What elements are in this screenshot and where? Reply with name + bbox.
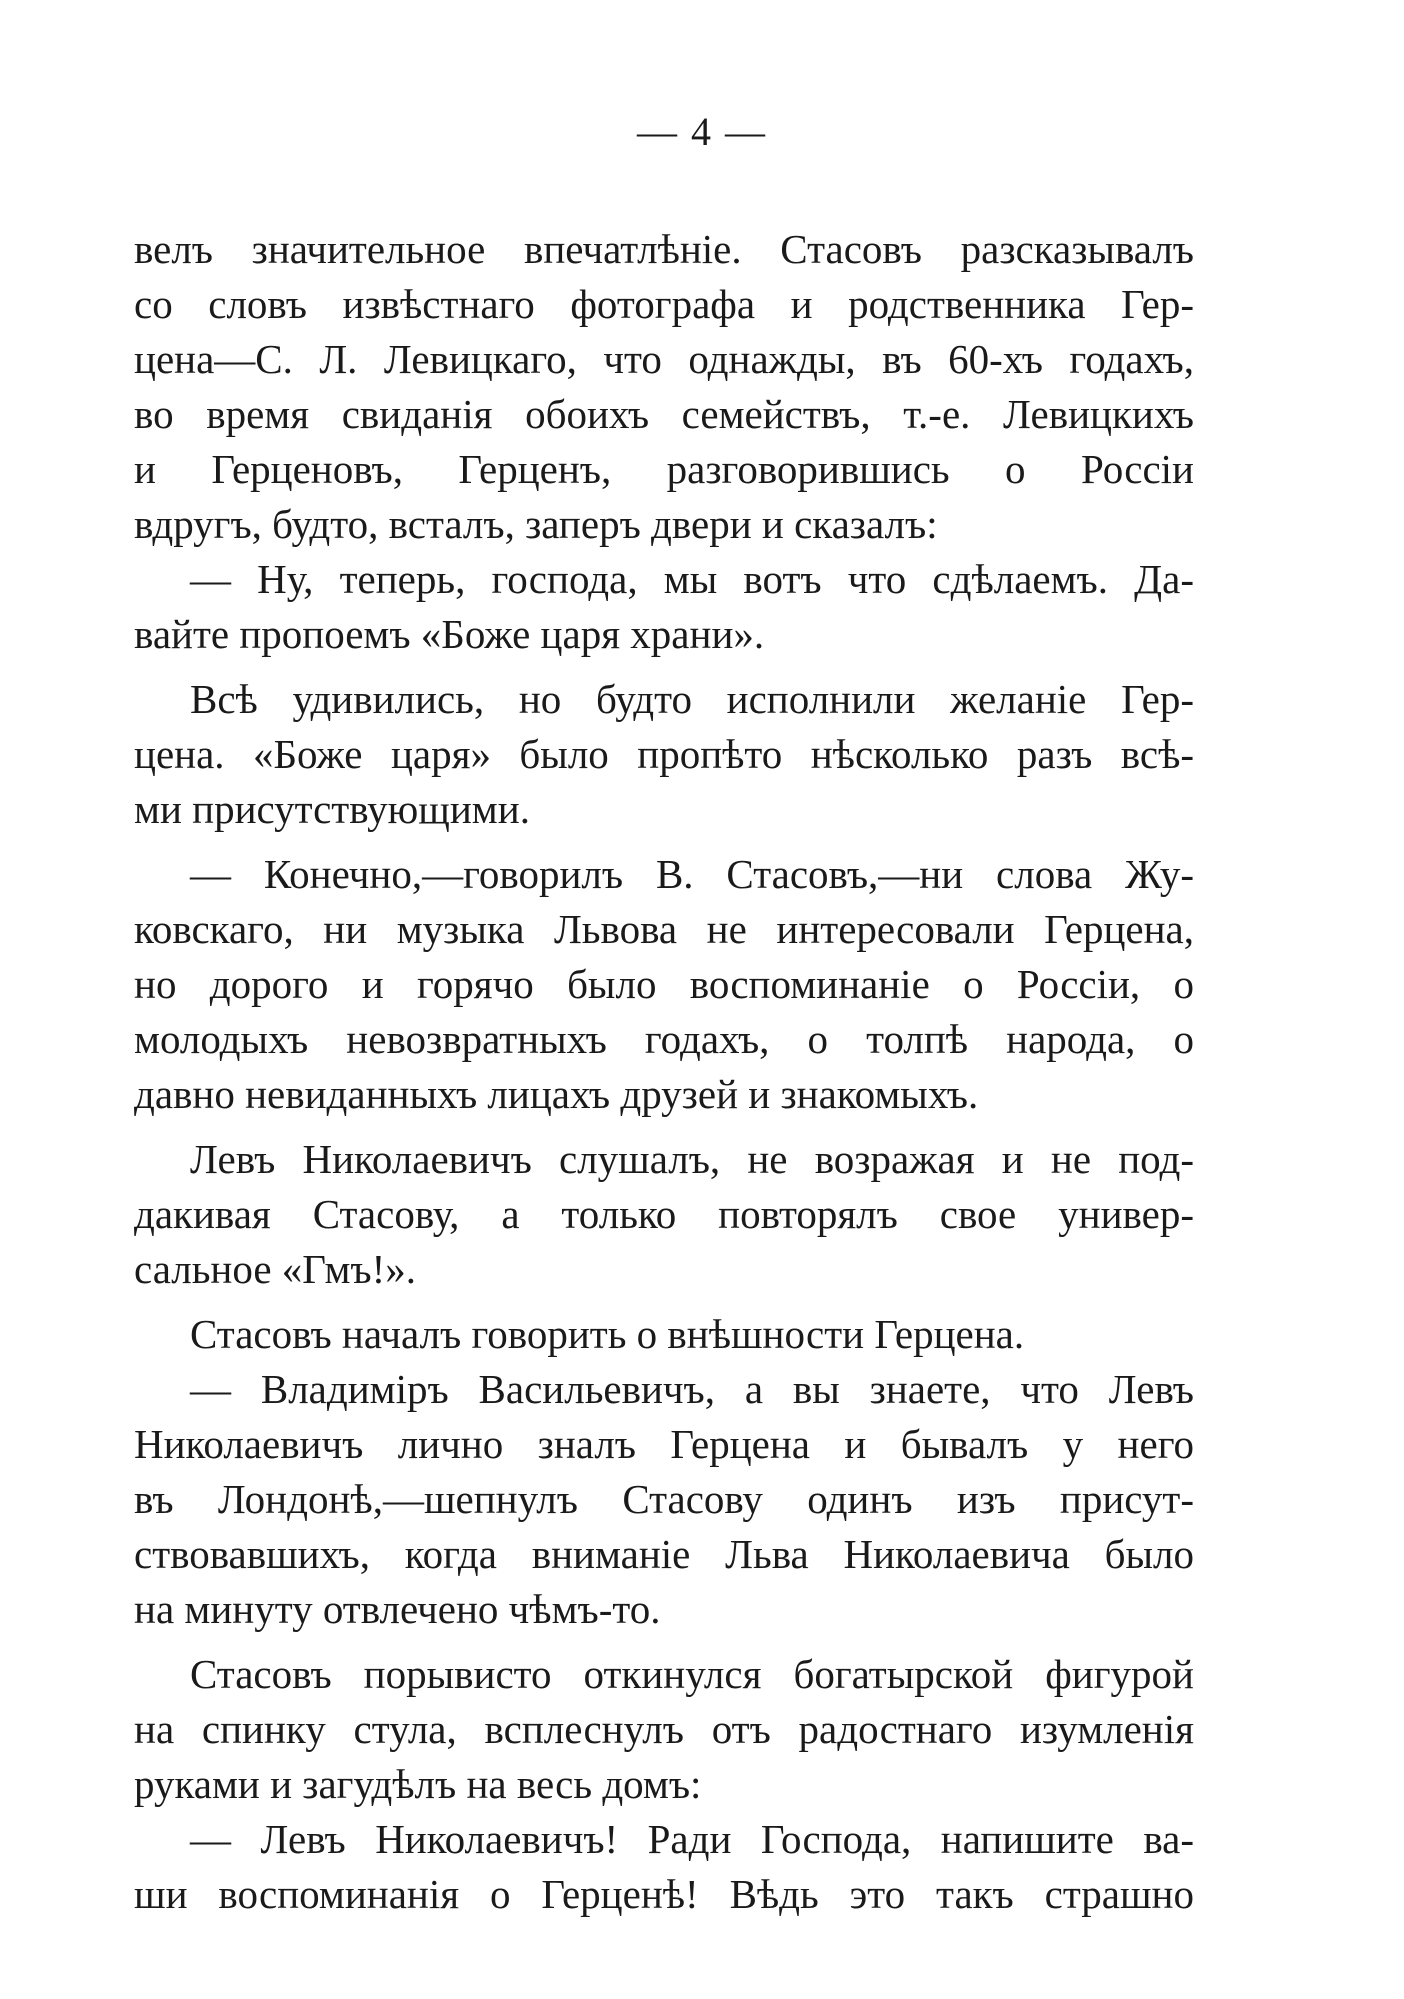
text-line: вайте пропоемъ «Боже царя храни». (134, 611, 765, 657)
text-line: въ Лондонѣ,—шепнулъ Стасову одинъ изъ присут- (134, 1476, 1194, 1522)
text-line: цена—С. Л. Левицкаго, что однажды, въ 60-хъ годахъ, (134, 336, 1194, 382)
text-line: руками и загудѣлъ на весь домъ: (134, 1761, 702, 1807)
text-line: ковскаго, ни музыка Львова не интересовали Герцена, (134, 906, 1194, 952)
text-line: давно невиданныхъ лицахъ друзей и знакомыхъ. (134, 1071, 979, 1117)
text-line: Николаевичъ лично зналъ Герцена и бывалъ у него (134, 1421, 1194, 1467)
text-line: дакивая Стасову, а только повторялъ свое универ- (134, 1191, 1194, 1237)
page-number: — 4 — (637, 109, 767, 154)
text-line: — Левъ Николаевичъ! Ради Господа, напишите ва- (190, 1816, 1194, 1862)
text-line: — Ну, теперь, господа, мы вотъ что сдѣлаемъ. Да- (190, 556, 1194, 602)
page-body (134, 222, 1194, 1922)
text-line: на минуту отвлечено чѣмъ-то. (134, 1586, 661, 1632)
text-line: Стасовъ началъ говорить о внѣшности Герцена. (190, 1311, 1025, 1357)
text-line: Стасовъ порывисто откинулся богатырской фигурой (190, 1651, 1194, 1697)
text-line: ши воспоминанія о Герценѣ! Вѣдь это такъ страшно (134, 1871, 1194, 1917)
text-line: — Конечно,—говорилъ В. Стасовъ,—ни слова Жу- (190, 851, 1194, 897)
text-line: и Герценовъ, Герценъ, разговорившись о Россіи (134, 446, 1194, 492)
text-line: ствовавшихъ, когда вниманіе Льва Николаевича было (134, 1531, 1194, 1577)
text-line: во время свиданія обоихъ семействъ, т.-е. Левицкихъ (134, 391, 1194, 437)
text-line: вдругъ, будто, всталъ, заперъ двери и сказалъ: (134, 501, 938, 547)
text-line: цена. «Боже царя» было пропѣто нѣсколько разъ всѣ- (134, 731, 1194, 777)
text-line: Левъ Николаевичъ слушалъ, не возражая и не под- (190, 1136, 1194, 1182)
text-line: — Владиміръ Васильевичъ, а вы знаете, что Левъ (190, 1366, 1194, 1412)
text-line: на спинку стула, всплеснулъ отъ радостнаго изумленія (134, 1706, 1194, 1752)
text-line: молодыхъ невозвратныхъ годахъ, о толпѣ народа, о (134, 1016, 1194, 1062)
text-line: сальное «Гмъ!». (134, 1246, 416, 1292)
text-line: ми присутствующими. (134, 786, 530, 832)
text-line: но дорого и горячо было воспоминаніе о Россіи, о (134, 961, 1194, 1007)
text-line: Всѣ удивились, но будто исполнили желаніе Гер- (190, 676, 1194, 722)
text-line: со словъ извѣстнаго фотографа и родственника Гер- (134, 281, 1194, 327)
text-line: велъ значительное впечатлѣніе. Стасовъ разсказывалъ (134, 226, 1194, 272)
